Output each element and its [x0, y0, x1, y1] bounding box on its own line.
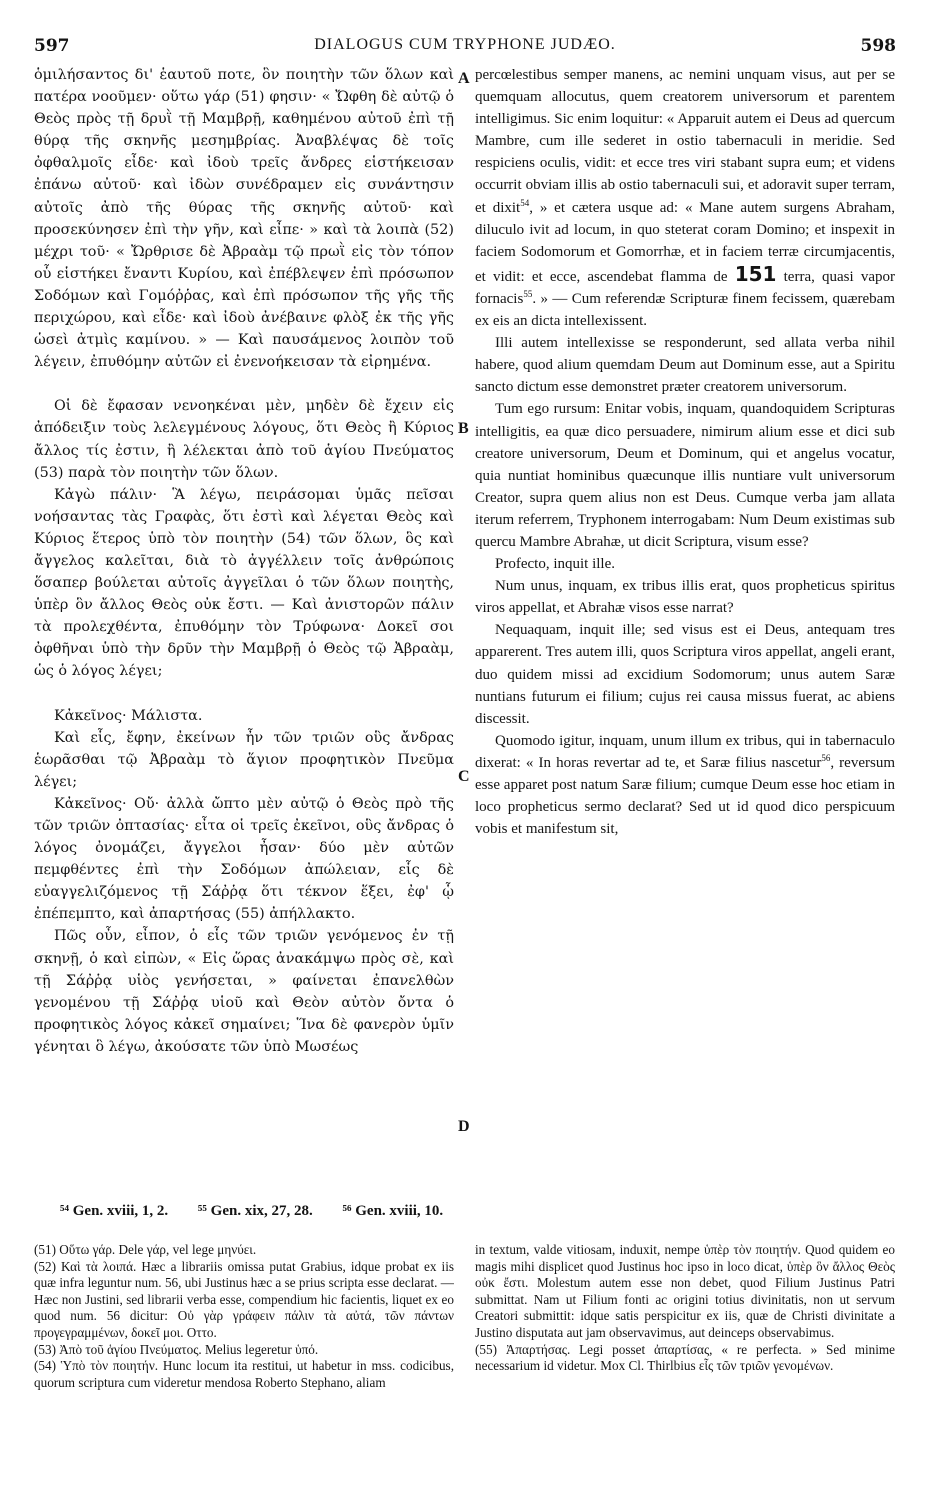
- citation: ⁵⁵ Gen. xix, 27, 28.: [197, 1203, 313, 1219]
- greek-paragraph: ὁμιλήσαντος δι' ἑαυτοῦ ποτε, ὃν ποιητὴν τῶν ὅλων καὶ πατέρα νοοῦμεν· οὕτω γάρ (51) φησιν· « Ὤφθη δὲ αὐτῷ ὁ Θεὸς πρὸς τῇ δρυῒ τῇ Μαμβρῇ, καθημένου αὐτοῦ ἐπὶ τῇ θύρᾳ τῆς σκηνῆς μεσημβρίας. Ἀναβλέψας δὲ τοῖς ὀφθαλμοῖς εἶδε· καὶ ἰδοὺ τρεῖς ἄνδρες εἱστήκεισαν ἐπάνω αὐτοῦ· καὶ ἰδὼν συνέδραμεν εἰς συνάντησιν αὐτοῖς ἀπὸ τῆς θύρας τῆς σκηνῆς αὐτοῦ· καὶ προσεκύνησεν ἐπὶ τὴν γῆν, καὶ εἶπε· » καὶ τὰ λοιπὰ (52) μέχρι τοῦ· « Ὤρθρισε δὲ Ἀβραὰμ τῷ πρωῒ εἰς τὸν τόπον οὗ εἱστήκει ἔναντι Κυρίου, καὶ ἐπέβλεψεν ἐπὶ πρόσωπον Σοδόμων καὶ Γομόῤῥας, καὶ ἐπὶ πρόσωπον τῆς γῆς τῆς περιχώρου, καὶ εἶδε· καὶ ἰδοὺ ἀνέβαινε φλὸξ ἐκ τῆς γῆς ὡσεὶ ἀτμὶς καμίνου. » — Καὶ παυσάμενος λοιπὸν τοῦ λέγειν, ἐπυθόμην αὐτῶν εἰ ἐνενοήκεισαν τὰ εἰρημένα.: [34, 67, 454, 371]
- greek-column: [34, 64, 454, 1182]
- latin-paragraph: Num unus, inquam, ex tribus illis erat, quos propheticus spiritus viros appellat, et Abrahæ visos esse narrat?: [475, 578, 895, 617]
- chapter-number: 151: [734, 261, 777, 286]
- latin-column: [475, 64, 895, 1182]
- note: (52) Καὶ τὰ λοιπά. Hæc a librariis omissa putat Grabius, idque probat ex iis quæ infra leguntur num. 56, ubi Justinus hæc a se prius scripta esse declarat. — Hæc non Justini, sed librarii verba esse, compendium hic facientis, liquet ex eo quod num. 56 dicitur: Οὐ γὰρ γράφειν πάλιν τὰ αὐτά, τῶν πάντων προγεγραμμένων, δοκεῖ μοι. Οττο.: [34, 1258, 454, 1340]
- latin-paragraph: Illi autem intellexisse se responderunt, sed allata verba nihil habere, quod alium quemdam Deum aut Dominum esse, aut a Spiritu sancto dictum esse demonstret præter creatorem universorum.: [475, 335, 895, 396]
- greek-paragraph: Οἱ δὲ ἔφασαν νενοηκέναι μὲν, μηδὲν δὲ ἔχειν εἰς ἀπόδειξιν τοὺς λελεγμένους λόγους, ὅτι Θεὸς ἢ Κύριος ἄλλος τίς ἐστιν, ἢ λέλεκται ἀπὸ τοῦ ἁγίου Πνεύματος (53) παρὰ τὸν ποιητὴν τῶν ὅλων.: [34, 398, 454, 481]
- latin-text: . » — Cum referendæ Scripturæ finem fecissem, quærebam ex eis an dicta intellexissent.: [475, 290, 895, 330]
- margin-letter-b: B: [458, 420, 469, 437]
- notes-right: [475, 1242, 895, 1492]
- margin-letter-d: D: [458, 1118, 470, 1135]
- latin-paragraph: Nequaquam, inquit ille; sed visus est ei Deus, antequam tres apparerent. Tres autem illi, quos Scriptura viros appellat, angeli erant, duo quidem missi ad excidium Sodomorum; unus autem Saræ nuntians futurum ei filium; cujus rei causa missus fuerat, ac abiens discessit.: [475, 622, 895, 727]
- note: (54) Ὑπὸ τὸν ποιητήν. Hunc locum ita restitui, ut habetur in mss. codicibus, quorum scriptura cum videretur mendosa Roberto Stephano, aliam: [34, 1358, 454, 1390]
- footnote-ref: 54: [520, 197, 530, 208]
- latin-paragraph: Profecto, inquit ille.: [495, 556, 615, 573]
- latin-paragraph: [475, 64, 895, 332]
- margin-letter-c: C: [458, 768, 470, 785]
- citation: ⁵⁴ Gen. xviii, 1, 2.: [60, 1203, 169, 1219]
- page-number-right: 598: [860, 36, 896, 56]
- note: (55) Ἀπαρτήσας. Legi posset ἀπαρτίσας, « re perfecta. » Sed minime necessarium id videtur. Mox Cl. Thirlbius εἷς τῶν τριῶν γενομένων.: [475, 1341, 895, 1374]
- page-number-left: 597: [34, 36, 70, 56]
- margin-letter-a: A: [458, 70, 470, 87]
- running-title: DIALOGUS CUM TRYPHONE JUDÆO.: [314, 36, 616, 53]
- running-head: [34, 36, 896, 62]
- notes-left: [34, 1242, 454, 1492]
- latin-paragraph: [475, 730, 895, 840]
- note: (51) Οὕτω γάρ. Dele γάρ, vel lege μηνύει.: [34, 1242, 257, 1257]
- note: in textum, valde vitiosam, induxit, nempe ὑπὲρ τὸν ποιητήν. Quod quidem eo magis mihi displicet quod Justinus hoc ipso in loco dicat, ὑπὲρ ὃν ἄλλος Θεὸς οὐκ ἔστι. Molestum autem esse non debet, quod Filium Justinus Patri submittat. Nam ut Filium fonti ac origini totius divinitatis, non ut servum Creatori submittit: idque satis perspicitur ex iis, quæ de Christi divinitate a Justino disputata aut jam observavimus, aut deinceps observabimus.: [475, 1242, 895, 1340]
- footnote-ref: 55: [523, 288, 533, 299]
- greek-paragraph: Κἀκεῖνος· Μάλιστα.: [54, 707, 203, 724]
- greek-paragraph: Κἀκεῖνος· Οὔ· ἀλλὰ ὤπτο μὲν αὐτῷ ὁ Θεὸς πρὸ τῆς τῶν τριῶν ὀπτασίας· εἶτα οἱ τρεῖς ἐκεῖνοι, οὓς ἄνδρας ὁ λόγος ὀνομάζει, ἄγγελοι ἦσαν· δύο μὲν αὐτῶν πεμφθέντες ἐπὶ τὴν Σοδόμων ἀπώλειαν, εἷς δὲ εὐαγγελιζόμενος τῇ Σάῤῥᾳ ὅτι τέκνον ἕξει, ἐφ' ᾧ ἐπέπεμπτο, καὶ ἀπαρτήσας (55) ἀπήλλακτο.: [34, 795, 454, 923]
- citation: ⁵⁶ Gen. xviii, 10.: [342, 1203, 444, 1219]
- latin-text: terra, quasi vapor fornacis: [475, 268, 895, 307]
- latin-paragraph: Tum ego rursum: Enitar vobis, inquam, quandoquidem Scripturas intelligitis, ea quæ dico persuadere, nimirum alium esse et dici sub creatore universorum, Deum et Dominum, qui et angelus vocatur, quia nuntiat hominibus quæcunque illis nuntiare vult universorum Creator, supra quem alius non est Deus. Cumque verba jam allata iterum referrem, Tryphonem interrogabam: Num Deum existimas sub quercu Mambre Abrahæ, ut dicit Scriptura, visum esse?: [475, 401, 895, 550]
- latin-text: , » et cætera usque ad: « Mane autem surgens Abraham, diluculo ivit ad locum, in quo steterat coram Domino; et inspexit in faciem Sodomorum et Gomorrhæ, et in faciem terræ circumjacentis, et vidit: et ecce, ascendebat flamma de: [475, 199, 895, 285]
- greek-paragraph: Πῶς οὖν, εἶπον, ὁ εἷς τῶν τριῶν γενόμενος ἐν τῇ σκηνῇ, ὁ καὶ εἰπὼν, « Εἰς ὥρας ἀνακάμψω πρὸς σὲ, καὶ τῇ Σάῤῥᾳ υἱὸς γενήσεται, » φαίνεται ἐπανελθὼν γενομένου τῇ Σάῤῥᾳ υἱοῦ καὶ Θεὸν αὐτὸν ὄντα ὁ προφητικὸς λόγος κἀκεῖ σημαίνει; Ἵνα δὲ φανερὸν ὑμῖν γένηται ὃ λέγω, ἀκούσατε τῶν ὑπὸ Μωσέως: [34, 928, 454, 1055]
- note: (53) Ἀπὸ τοῦ ἁγίου Πνεύματος. Melius legeretur ὑπό.: [34, 1341, 319, 1357]
- latin-text: Quomodo igitur, inquam, unum illum ex tribus, qui in tabernaculo dixerat: « In horas revertar ad te, et Saræ filius nascetur: [475, 732, 895, 771]
- greek-paragraph: Καὶ εἷς, ἔφην, ἐκείνων ἦν τῶν τριῶν οὓς ἄνδρας ἑωρᾶσθαι τῷ Ἀβραὰμ τὸ ἅγιον προφητικὸν Πνεῦμα λέγει;: [34, 729, 454, 790]
- footnote-ref: 56: [821, 752, 831, 763]
- latin-text: , reversum esse apparet post natum Saræ filium; cumque Deum esse hoc etiam in loco propheticus sermo declarat? Sed ut id quod dico perspicuum vobis et manifestum sit,: [475, 754, 895, 838]
- greek-paragraph: Κἀγὼ πάλιν· Ἃ λέγω, πειράσομαι ὑμᾶς πεῖσαι νοήσαντας τὰς Γραφὰς, ὅτι ἐστὶ καὶ λέγεται Θεὸς καὶ Κύριος ἕτερος ὑπὸ τὸν ποιητὴν (54) τῶν ὅλων, ὃς καὶ ἄγγελος καλεῖται, διὰ τὸ ἀγγέλλειν τοῖς ἀνθρώποις ὅσαπερ βούλεται αὐτοῖς ἀγγεῖλαι ὁ τῶν ὅλων ποιητὴς, ὑπὲρ ὃν ἄλλος Θεὸς οὐκ ἔστι. — Καὶ ἀνιστορῶν πάλιν τὰ προλεχθέντα, ἐπυθόμην τὸν Τρύφωνα· Δοκεῖ σοι ὀφθῆναι ὑπὸ τὴν δρῦν τὴν Μαμβρῇ ὁ Θεὸς τῷ Ἀβραὰμ, ὡς ὁ λόγος λέγει;: [34, 486, 454, 680]
- latin-text: percœlestibus semper manens, ac nemini unquam visus, aut per se quemquam allocutus, quem creatorem universorum et parentem intelligimus. Sic enim loquitur: « Apparuit autem ei Deus ad quercum Mambre, cum ille sederet in ostio tabernaculi in meridie. Sed respiciens oculis, vidit: et ecce tres viri stabant supra eum; et videns occurrit obviam illis ab ostio tabernaculi sui, et adoravit super terram, et dixit: [475, 67, 895, 216]
- scripture-citations: [60, 1203, 900, 1220]
